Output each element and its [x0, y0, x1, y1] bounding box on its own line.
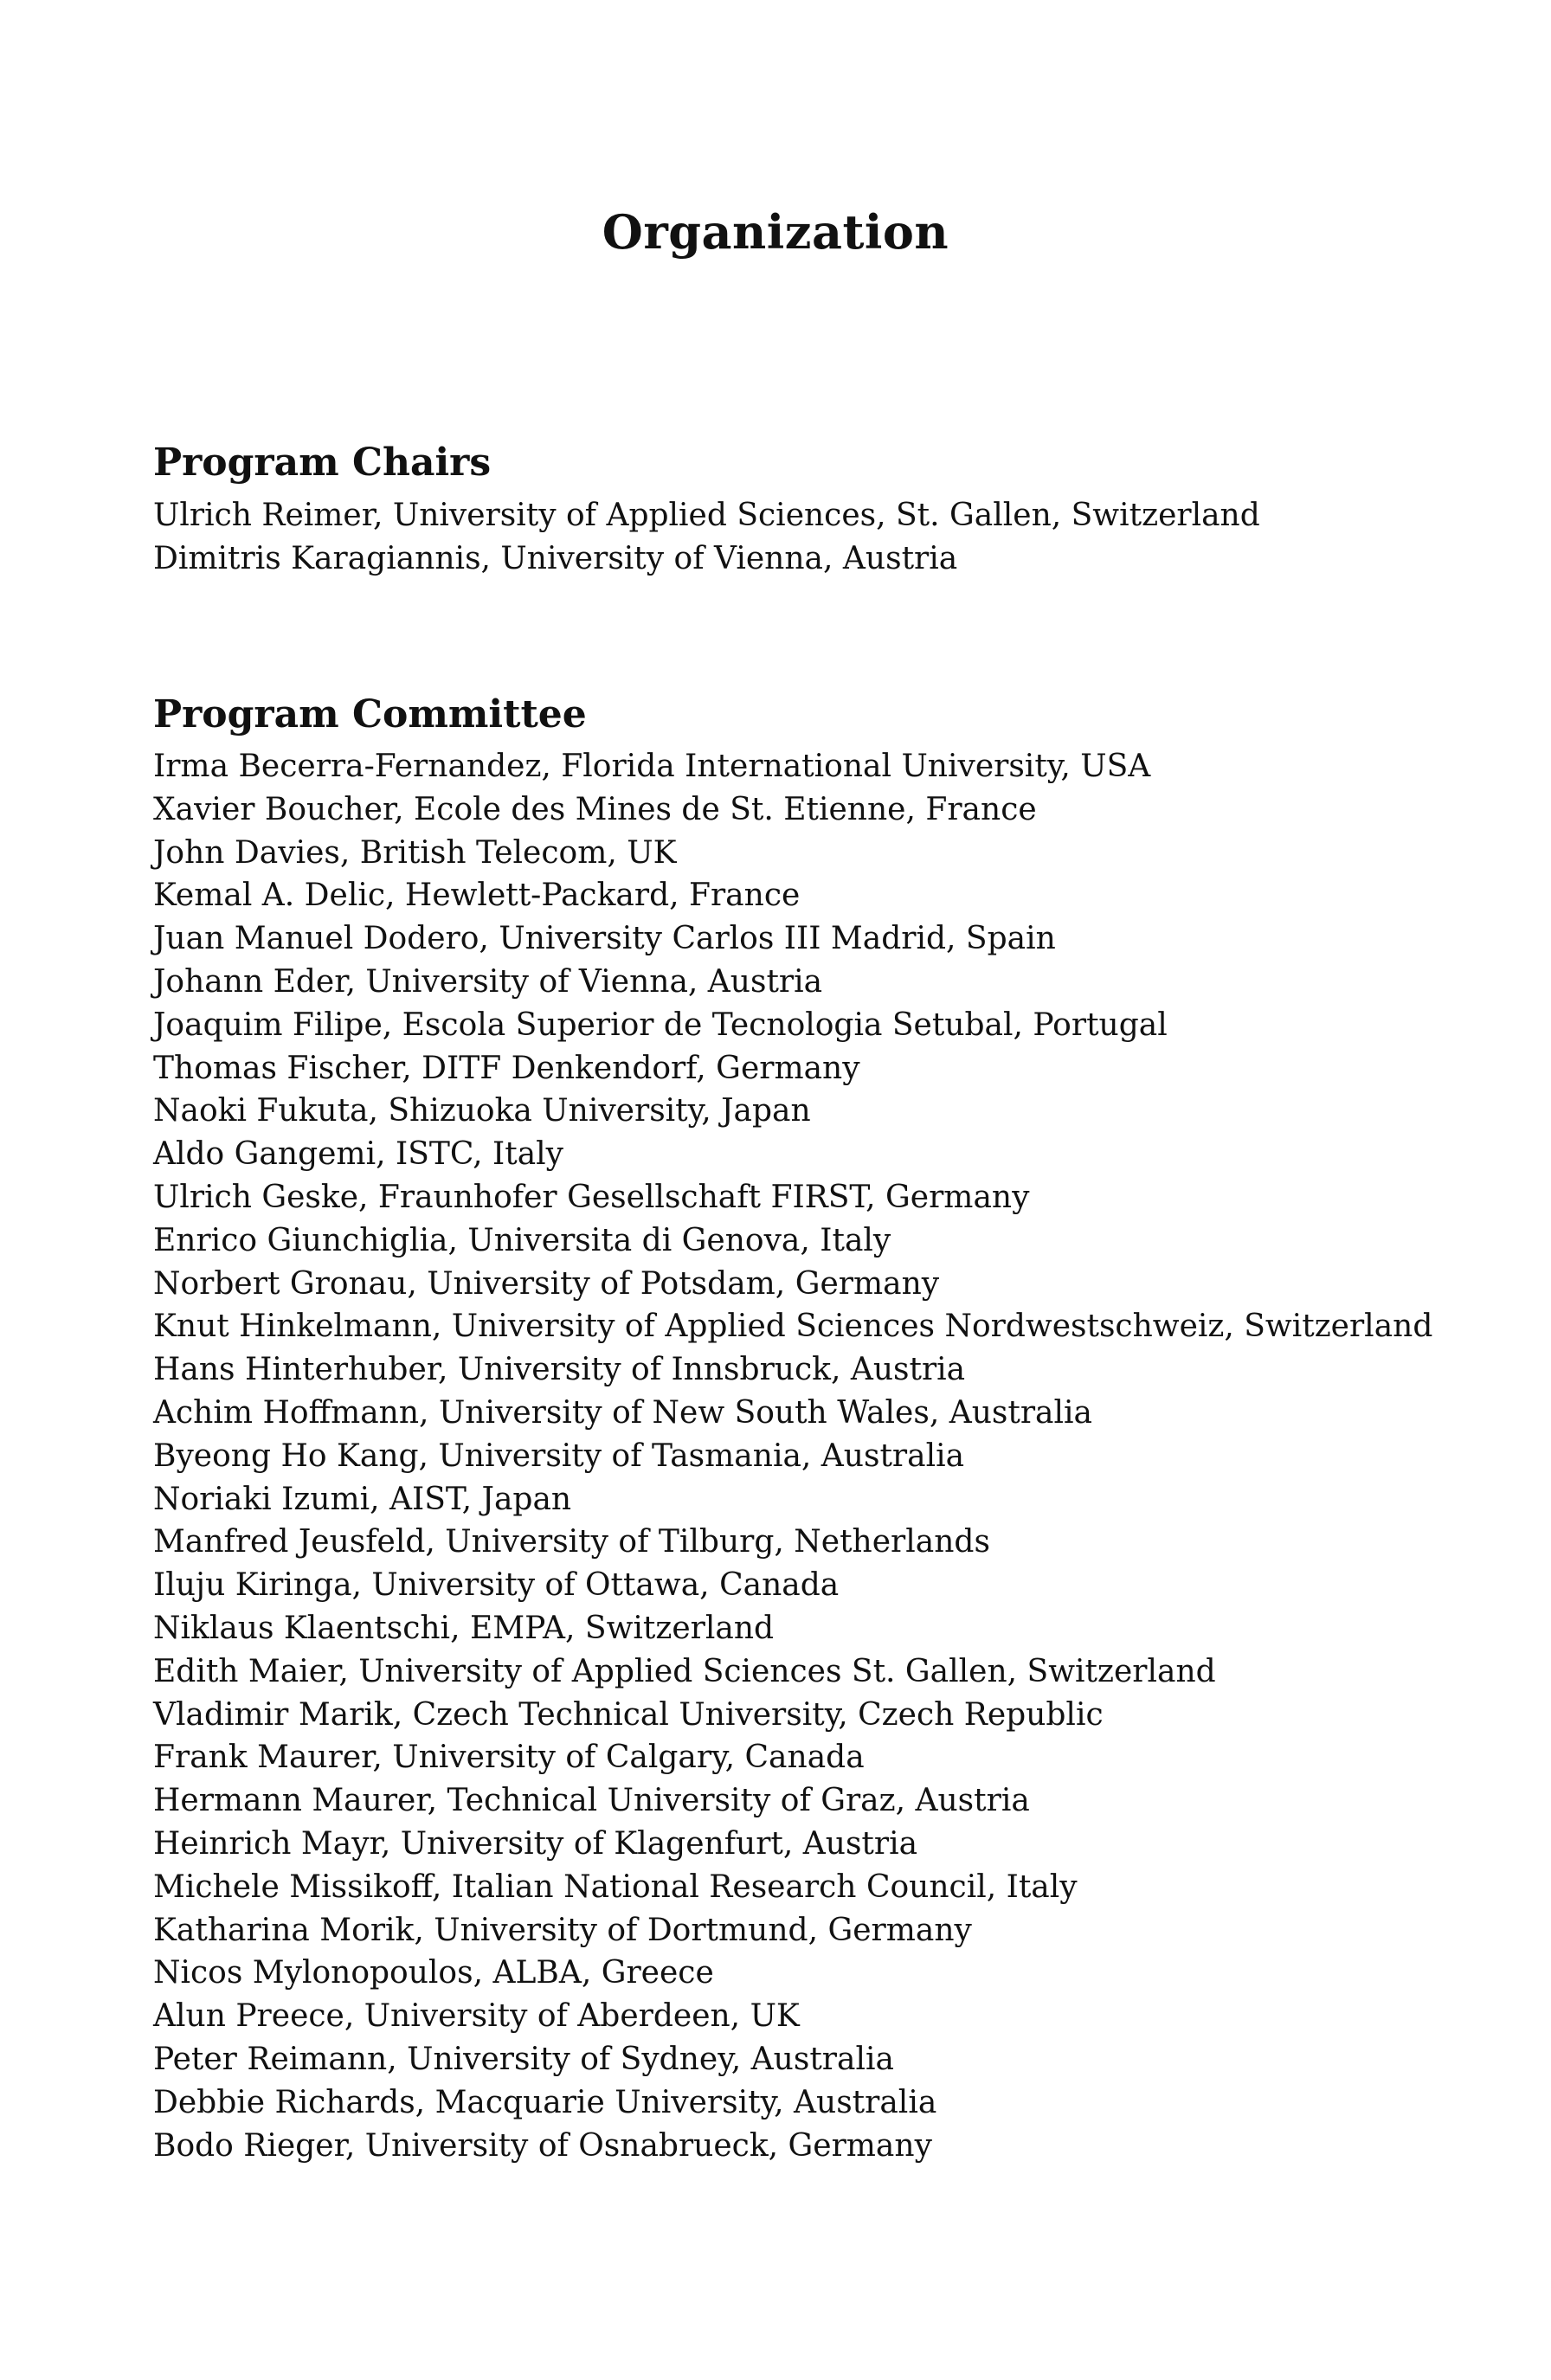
committee-member-entry: Iluju Kiringa, University of Ottawa, Canada	[153, 1567, 840, 1604]
committee-member-entry: Kemal A. Delic, Hewlett-Packard, France	[153, 878, 801, 914]
program-chair-entry: Dimitris Karagiannis, University of Vienna, Austria	[153, 540, 958, 576]
page-title: Organization	[602, 204, 949, 261]
committee-member-entry: Irma Becerra-Fernandez, Florida International University, USA	[153, 749, 1151, 784]
committee-member-entry: Xavier Boucher, Ecole des Mines de St. Etienne, France	[153, 791, 1037, 827]
committee-member-entry: Noriaki Izumi, AIST, Japan	[153, 1481, 572, 1517]
committee-member-entry: Hermann Maurer, Technical University of Graz, Austria	[153, 1783, 1030, 1819]
program-chairs-heading: Program Chairs	[153, 440, 492, 485]
committee-member-entry: Peter Reimann, University of Sydney, Australia	[153, 2041, 894, 2077]
committee-member-entry: Knut Hinkelmann, University of Applied Sciences Nordwestschweiz, Switzerland	[153, 1309, 1433, 1345]
committee-member-entry: Juan Manuel Dodero, University Carlos III Madrid, Spain	[153, 921, 1056, 957]
committee-member-entry: Edith Maier, University of Applied Sciences St. Gallen, Switzerland	[153, 1653, 1216, 1689]
program-chairs-list	[153, 494, 1260, 581]
committee-member-entry: Heinrich Mayr, University of Klagenfurt, Austria	[153, 1825, 918, 1862]
committee-member-entry: Norbert Gronau, University of Potsdam, Germany	[153, 1265, 940, 1302]
program-chair-entry: Ulrich Reimer, University of Applied Sciences, St. Gallen, Switzerland	[153, 498, 1260, 533]
committee-member-entry: Alun Preece, University of Aberdeen, UK	[153, 1998, 800, 2035]
committee-member-entry: Frank Maurer, University of Calgary, Canada	[153, 1740, 865, 1776]
committee-member-entry: Bodo Rieger, University of Osnabrueck, Germany	[153, 2127, 932, 2164]
committee-member-entry: Johann Eder, University of Vienna, Austria	[153, 963, 823, 1000]
committee-member-entry: Enrico Giunchiglia, Universita di Genova, Italy	[153, 1222, 891, 1258]
committee-member-entry: Niklaus Klaentschi, EMPA, Switzerland	[153, 1610, 775, 1646]
committee-member-entry: Hans Hinterhuber, University of Innsbruck, Austria	[153, 1352, 966, 1388]
committee-member-entry: Joaquim Filipe, Escola Superior de Tecnologia Setubal, Portugal	[153, 1007, 1168, 1043]
committee-member-entry: Ulrich Geske, Fraunhofer Gesellschaft FIRST, Germany	[153, 1179, 1030, 1215]
program-committee-list	[153, 745, 1432, 2167]
committee-member-entry: Byeong Ho Kang, University of Tasmania, Australia	[153, 1438, 965, 1474]
committee-member-entry: Vladimir Marik, Czech Technical University, Czech Republic	[153, 1696, 1104, 1733]
committee-member-entry: Achim Hoffmann, University of New South Wales, Australia	[153, 1394, 1092, 1431]
committee-member-entry: Michele Missikoff, Italian National Research Council, Italy	[153, 1869, 1078, 1905]
committee-member-entry: John Davies, British Telecom, UK	[153, 834, 677, 871]
committee-member-entry: Debbie Richards, Macquarie University, Australia	[153, 2084, 937, 2120]
committee-member-entry: Aldo Gangemi, ISTC, Italy	[153, 1136, 564, 1173]
committee-member-entry: Katharina Morik, University of Dortmund, Germany	[153, 1912, 972, 1948]
committee-member-entry: Manfred Jeusfeld, University of Tilburg, Netherlands	[153, 1524, 990, 1560]
committee-member-entry: Thomas Fischer, DITF Denkendorf, Germany	[153, 1050, 860, 1086]
program-committee-heading: Program Committee	[153, 691, 587, 737]
committee-member-entry: Nicos Mylonopoulos, ALBA, Greece	[153, 1955, 714, 1991]
committee-member-entry: Naoki Fukuta, Shizuoka University, Japan	[153, 1093, 811, 1129]
